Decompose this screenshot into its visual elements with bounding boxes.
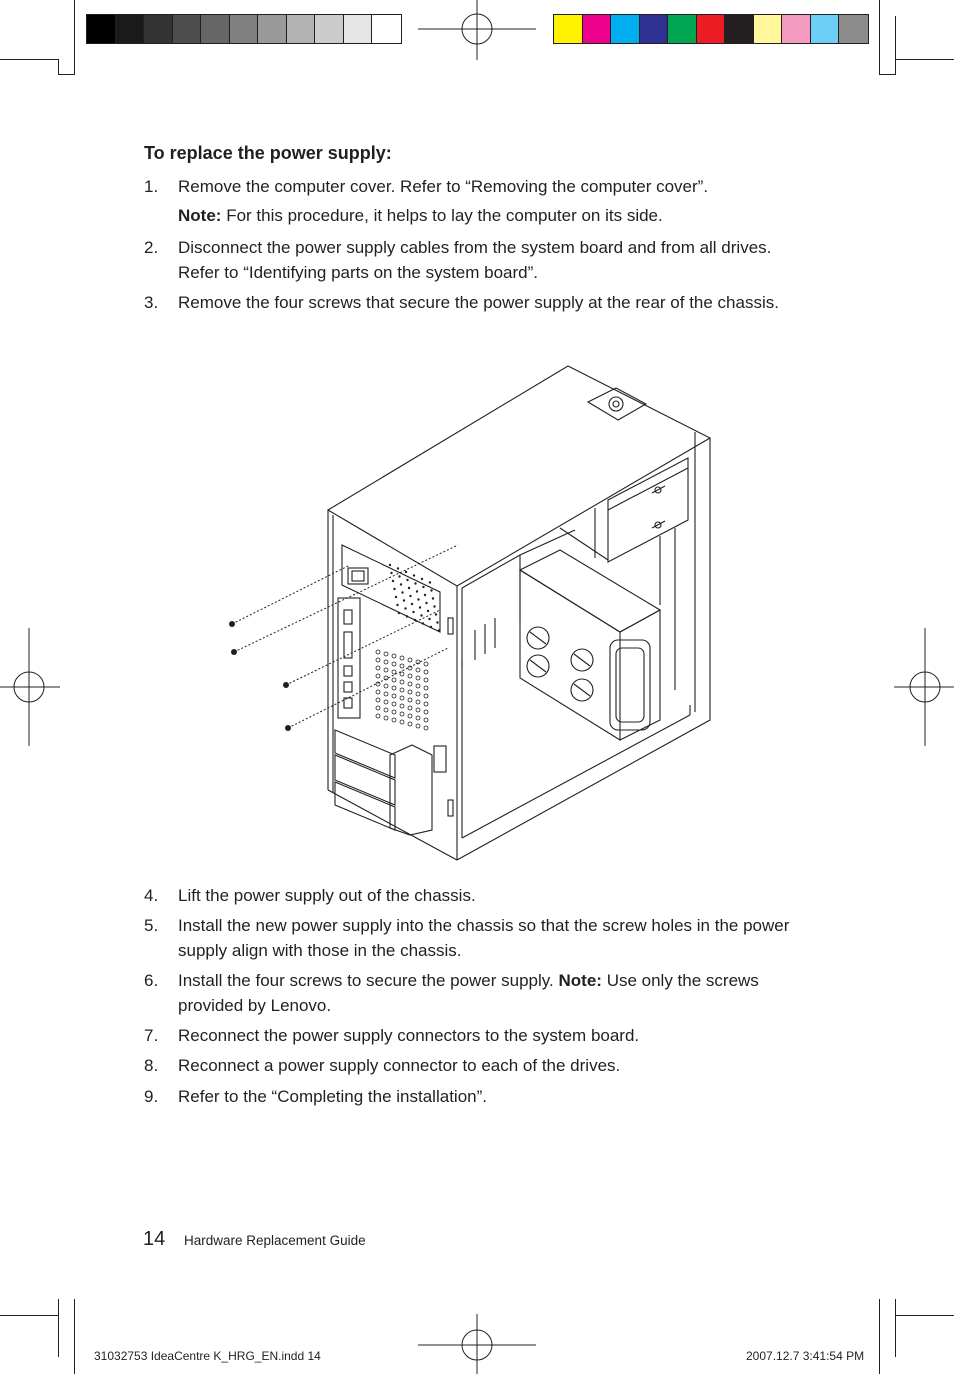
registration-target-icon: [894, 628, 954, 746]
step-number: 3.: [144, 293, 159, 312]
note-text: Use only the screws provided by Lenovo.: [178, 971, 759, 1015]
step-text: Refer to the “Completing the installation”.: [178, 1087, 487, 1106]
step-text: Reconnect the power supply connectors to the system board.: [178, 1026, 640, 1045]
color-swatch: [697, 15, 726, 43]
step-number: 7.: [144, 1026, 159, 1045]
crop-mark: [0, 59, 58, 60]
step-text: Remove the four screws that secure the power supply at the rear of the chassis.: [178, 293, 779, 312]
color-swatch: [344, 15, 373, 43]
color-swatch: [287, 15, 316, 43]
crop-mark: [896, 59, 954, 60]
color-swatch: [668, 15, 697, 43]
color-swatch: [315, 15, 344, 43]
crop-mark: [879, 74, 896, 75]
crop-mark: [896, 1315, 954, 1316]
crop-mark: [879, 0, 880, 75]
crop-mark: [0, 1315, 58, 1316]
color-swatch: [554, 15, 583, 43]
chassis-illustration: [220, 360, 720, 865]
note: [178, 203, 663, 228]
grayscale-color-bar: [86, 14, 402, 44]
step-number: 5.: [144, 916, 159, 935]
color-swatch: [173, 15, 202, 43]
step-number: 1.: [144, 177, 159, 196]
color-swatch: [87, 15, 116, 43]
running-footer-title: Hardware Replacement Guide: [184, 1233, 366, 1248]
color-swatch: [372, 15, 401, 43]
color-swatch: [230, 15, 259, 43]
crop-mark: [895, 1299, 896, 1357]
color-swatch: [611, 15, 640, 43]
color-swatch: [583, 15, 612, 43]
page-number: 14: [143, 1228, 166, 1250]
crop-mark: [74, 0, 75, 75]
step-number: 9.: [144, 1087, 159, 1106]
color-swatch: [640, 15, 669, 43]
registration-target-icon: [0, 628, 60, 746]
color-swatch: [144, 15, 173, 43]
note-text: For this procedure, it helps to lay the computer on its side.: [226, 206, 663, 225]
step-text: Lift the power supply out of the chassis.: [178, 886, 476, 905]
crop-mark: [879, 1299, 880, 1374]
color-swatch: [201, 15, 230, 43]
note-label: Note:: [558, 971, 602, 990]
slug-timestamp: 2007.12.7 3:41:54 PM: [746, 1349, 865, 1363]
color-swatch: [116, 15, 145, 43]
color-swatch: [782, 15, 811, 43]
crop-mark: [74, 1299, 75, 1374]
crop-mark: [895, 16, 896, 74]
color-swatch: [754, 15, 783, 43]
step-text: Remove the computer cover. Refer to “Removing the computer cover”.: [178, 177, 709, 196]
step-number: 6.: [144, 971, 159, 990]
step-number: 2.: [144, 238, 159, 257]
color-swatch: [258, 15, 287, 43]
color-swatch: [839, 15, 868, 43]
color-swatch: [725, 15, 754, 43]
step-number: 8.: [144, 1056, 159, 1075]
slug-filename: 31032753 IdeaCentre K_HRG_EN.indd 14: [94, 1349, 321, 1363]
process-color-bar: [553, 14, 869, 44]
note-label: Note:: [178, 206, 222, 225]
step-text: Disconnect the power supply cables from the system board and from all drives. Refer to “Identifying parts on the system board”.: [178, 238, 772, 282]
step-text: Install the new power supply into the chassis so that the screw holes in the power supply align with those in the chassis.: [178, 916, 790, 960]
section-heading: To replace the power supply:: [144, 143, 392, 163]
registration-target-icon: [418, 0, 536, 60]
step-text: Reconnect a power supply connector to each of the drives.: [178, 1056, 621, 1075]
registration-target-icon: [418, 1314, 536, 1374]
step-text-main: Install the four screws to secure the power supply.: [178, 971, 554, 990]
color-swatch: [811, 15, 840, 43]
step-number: 4.: [144, 886, 159, 905]
step-text: [178, 968, 790, 1018]
crop-mark: [58, 74, 75, 75]
crop-mark: [58, 59, 59, 74]
crop-mark: [58, 1299, 59, 1357]
